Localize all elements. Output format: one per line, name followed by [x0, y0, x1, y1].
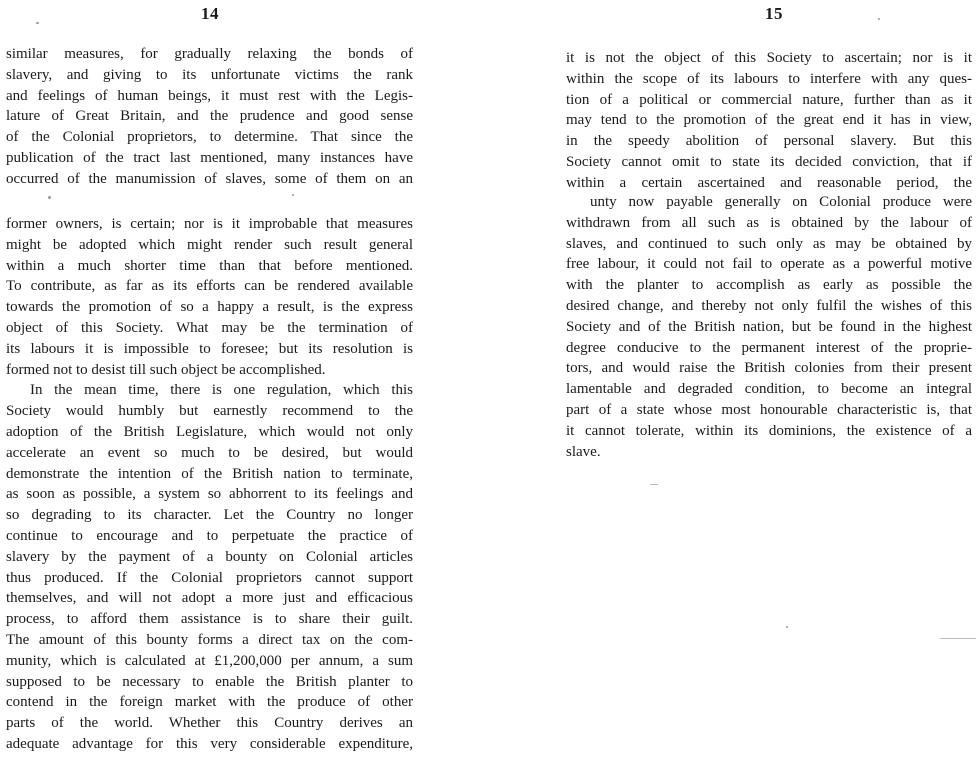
left-paragraph-1: [6, 44, 413, 190]
text-line: of the Colonial proprietors, to determine. That since the: [6, 129, 413, 146]
text-line: part of a state whose most honourable characteristic is, that: [566, 401, 972, 418]
text-line: process, to afford them assistance is to share their guilt.: [6, 611, 413, 628]
text-line: within a much shorter time than that before mentioned.: [6, 257, 413, 274]
text-line: tion of a political or commercial nature, further than as it: [566, 91, 972, 108]
text-line: formed not to desist till such object be accomplished.: [6, 361, 326, 378]
page-speck: [36, 22, 39, 24]
text-line: slavery by the payment of a bounty on Colonial articles: [6, 548, 413, 565]
page-speck: [292, 194, 294, 196]
text-line: within a certain ascertained and reasonable period, the: [566, 174, 972, 191]
page-speck: [878, 18, 880, 20]
text-line: Society and of the British nation, but be found in the highest: [566, 318, 972, 335]
text-line: and feelings of human beings, it must rest with the Legis-: [6, 87, 413, 104]
text-line: its labours it is impossible to foresee; but its resolution is: [6, 340, 413, 357]
text-line: towards the promotion of so a happy a result, is the express: [6, 299, 413, 316]
text-line: former owners, is certain; nor is it improbable that measures: [6, 216, 413, 232]
text-line: might be adopted which might render such result general: [6, 236, 413, 253]
right-paragraph-2: [566, 192, 972, 462]
text-line: slaves, and continued to such only as may be obtained by: [566, 235, 972, 252]
text-line: accelerate an event so much to be desired, but would: [6, 444, 413, 461]
text-line: degree conducive to the permanent interest of the proprie-: [566, 339, 972, 356]
text-line: adequate advantage for this very considerable expenditure,: [6, 735, 413, 752]
text-line: Society would humbly but earnestly recommend to the: [6, 403, 413, 420]
text-line: may tend to the promotion of the great end it has in view,: [566, 112, 972, 129]
text-line: in the speedy abolition of personal slavery. But this: [566, 133, 972, 150]
text-line: Society cannot omit to state its decided conviction, that if: [566, 153, 972, 170]
right-page-number: 15: [765, 4, 783, 23]
text-line: within the scope of its labours to interfere with any ques-: [566, 70, 972, 87]
text-line: occurred of the manumission of slaves, some of them on an: [6, 170, 413, 187]
text-line: with the planter to accomplish as early as possible the: [566, 277, 972, 294]
text-line: parts of the world. Whether this Country derives an: [6, 715, 413, 732]
left-paragraph-2: [6, 214, 413, 755]
text-line: The amount of this bounty forms a direct tax on the com-: [6, 631, 413, 648]
text-line: as soon as possible, a system so abhorrent to its feelings and: [6, 486, 413, 503]
text-line: slave.: [566, 443, 601, 460]
text-line: similar measures, for gradually relaxing the bonds of: [6, 46, 413, 62]
text-line: lature of Great Britain, and the prudence and good sense: [6, 108, 413, 125]
left-page-number: 14: [201, 4, 219, 23]
text-line: themselves, and will not adopt a more just and efficacious: [6, 590, 413, 607]
text-line: unty now payable generally on Colonial produce were: [590, 194, 972, 210]
page-speck: [786, 626, 788, 628]
right-paragraph-1: [566, 48, 972, 194]
right-page: [490, 0, 980, 763]
text-line: publication of the tract last mentioned, many instances have: [6, 149, 413, 166]
text-line: In the mean time, there is one regulation, which this: [30, 382, 413, 399]
text-line: it cannot tolerate, within its dominions, the existence of a: [566, 422, 972, 439]
text-line: lamentable and degraded condition, to become an integral: [566, 381, 972, 398]
page-speck: [48, 196, 51, 199]
text-line: object of this Society. What may be the termination of: [6, 319, 413, 336]
text-line: contend in the foreign market with the produce of other: [6, 694, 413, 711]
text-line: withdrawn from all such as is obtained by the labour of: [566, 214, 972, 231]
text-line: continue to encourage and to perpetuate the practice of: [6, 527, 413, 544]
text-line: free labour, it could not fail to operate as a powerful motive: [566, 256, 972, 273]
page-mark: [940, 638, 976, 639]
page-mark: [650, 484, 658, 485]
text-line: To contribute, as far as its efforts can be rendered available: [6, 278, 413, 295]
text-line: it is not the object of this Society to ascertain; nor is it: [566, 50, 972, 66]
text-line: demonstrate the intention of the British nation to terminate,: [6, 465, 413, 482]
text-line: adoption of the British Legislature, which would not only: [6, 423, 413, 440]
text-line: supposed to be necessary to enable the British planter to: [6, 673, 413, 690]
text-line: desired change, and thereby not only fulfil the wishes of this: [566, 297, 972, 314]
text-line: slavery, and giving to its unfortunate victims the rank: [6, 66, 413, 83]
text-line: tors, and would raise the British colonies from their present: [566, 360, 972, 377]
text-line: so degrading to its character. Let the Country no longer: [6, 507, 413, 524]
text-line: thus produced. If the Colonial proprietors cannot support: [6, 569, 413, 586]
text-line: munity, which is calculated at £1,200,000 per annum, a sum: [6, 652, 413, 669]
